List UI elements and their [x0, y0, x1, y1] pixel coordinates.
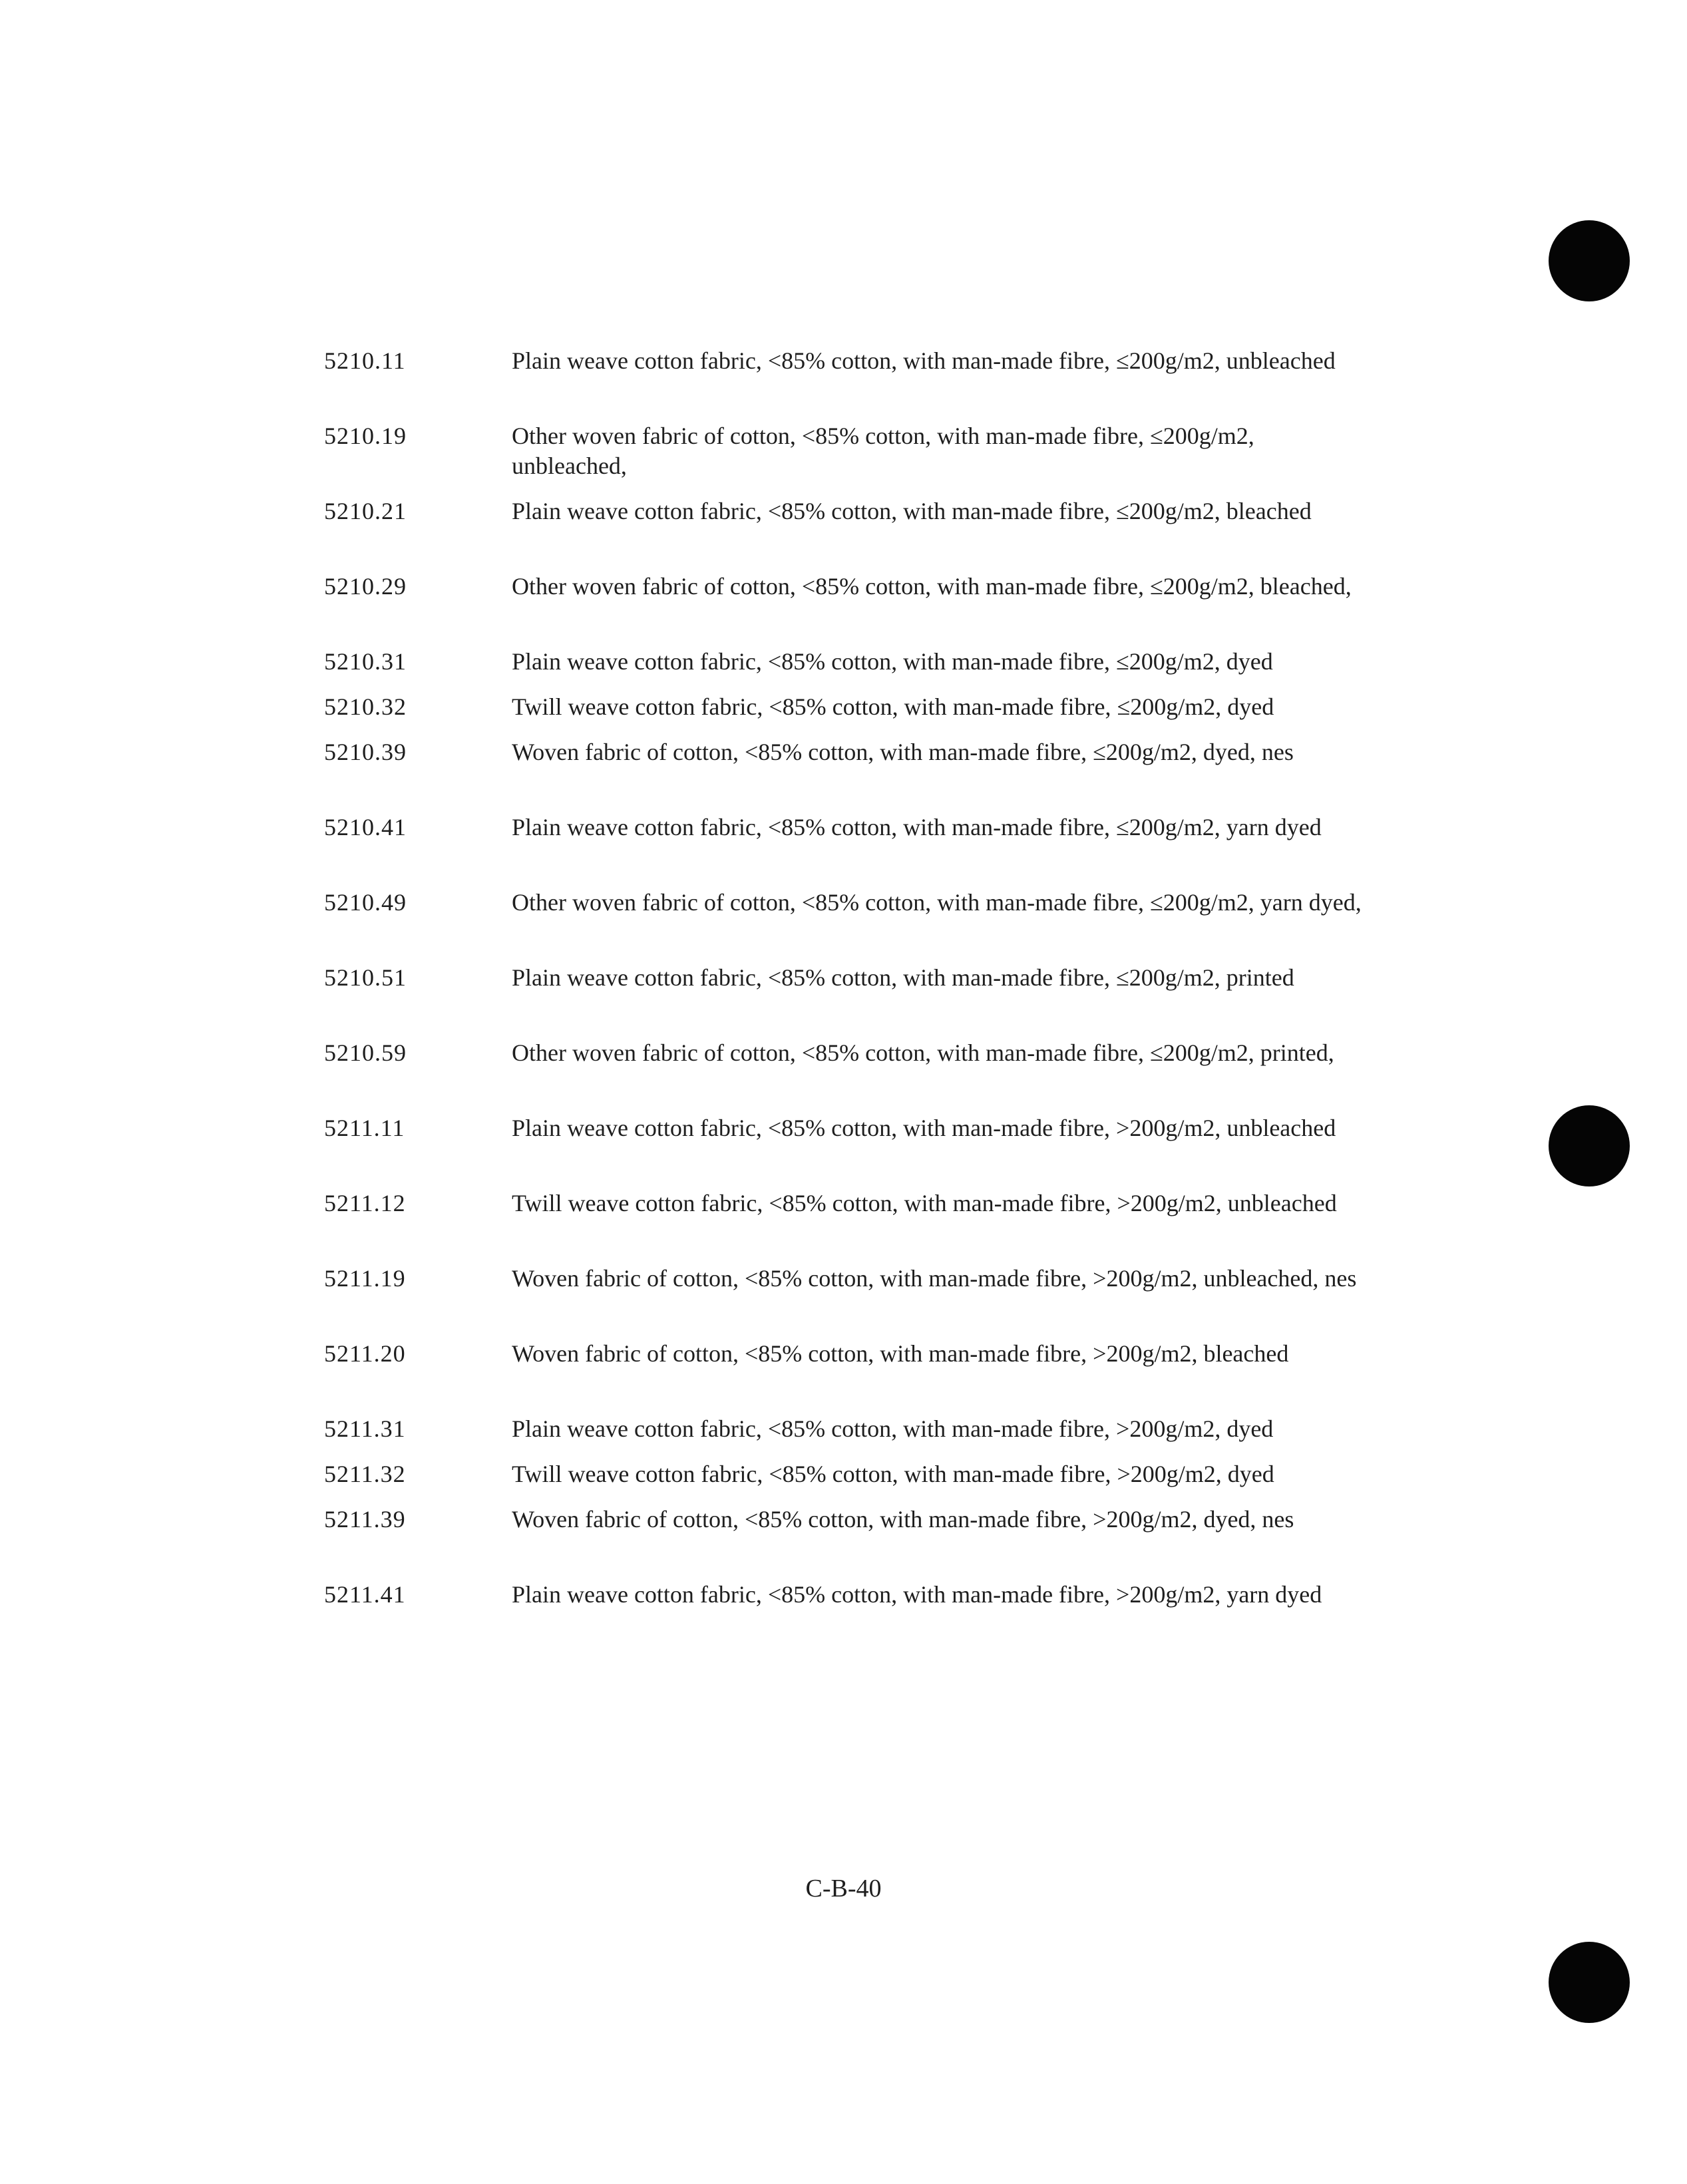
tariff-description: Woven fabric of cotton, <85% cotton, with man-made fibre, >200g/m2, dyed, nes: [512, 1506, 1294, 1533]
tariff-entry: [324, 1264, 1362, 1339]
tariff-code: 5210.32: [324, 693, 407, 720]
tariff-entry: [324, 737, 1362, 813]
tariff-description: Woven fabric of cotton, <85% cotton, with man-made fibre, >200g/m2, bleached: [512, 1340, 1289, 1367]
tariff-entry: [324, 572, 1362, 647]
tariff-code: 5210.59: [324, 1039, 407, 1066]
tariff-code: 5210.41: [324, 814, 407, 840]
tariff-code: 5211.31: [324, 1415, 406, 1442]
tariff-description: Plain weave cotton fabric, <85% cotton, with man-made fibre, ≤200g/m2, dyed: [512, 648, 1273, 675]
tariff-description: Plain weave cotton fabric, <85% cotton, with man-made fibre, ≤200g/m2, printed: [512, 964, 1294, 991]
tariff-description: Other woven fabric of cotton, <85% cotton, with man-made fibre, ≤200g/m2, yarn dyed,: [512, 889, 1362, 916]
tariff-code: 5211.12: [324, 1190, 406, 1216]
page-number: C-B-40: [805, 1875, 882, 1903]
tariff-entry: [324, 1505, 1362, 1580]
tariff-description: Woven fabric of cotton, <85% cotton, with man-made fibre, ≤200g/m2, dyed, nes: [512, 739, 1294, 765]
tariff-code: 5211.20: [324, 1340, 406, 1367]
tariff-code: 5210.21: [324, 498, 407, 524]
tariff-description: Plain weave cotton fabric, <85% cotton, with man-made fibre, >200g/m2, dyed: [512, 1415, 1274, 1442]
tariff-entry: [324, 1580, 1362, 1655]
tariff-description: Other woven fabric of cotton, <85% cotton, with man-made fibre, ≤200g/m2, unbleached,: [512, 423, 1254, 479]
tariff-description: Plain weave cotton fabric, <85% cotton, with man-made fibre, >200g/m2, yarn dyed: [512, 1581, 1322, 1608]
tariff-code: 5210.49: [324, 889, 407, 916]
tariff-entry: [324, 1113, 1362, 1188]
tariff-code: 5211.41: [324, 1581, 406, 1608]
tariff-entry: [324, 1339, 1362, 1414]
tariff-entry: [324, 813, 1362, 888]
tariff-code: 5211.11: [324, 1115, 405, 1141]
tariff-entry: [324, 496, 1362, 572]
tariff-entry: [324, 1038, 1362, 1113]
tariff-code: 5211.19: [324, 1265, 406, 1292]
tariff-description: Other woven fabric of cotton, <85% cotton, with man-made fibre, ≤200g/m2, bleached,: [512, 573, 1352, 600]
tariff-description: Plain weave cotton fabric, <85% cotton, with man-made fibre, >200g/m2, unbleached: [512, 1115, 1336, 1141]
tariff-entry: [324, 647, 1362, 692]
tariff-code: 5210.51: [324, 964, 407, 991]
tariff-description: Twill weave cotton fabric, <85% cotton, with man-made fibre, >200g/m2, unbleached: [512, 1190, 1337, 1216]
punch-hole-bottom: [1549, 1942, 1630, 2023]
tariff-code: 5210.39: [324, 739, 407, 765]
punch-hole-middle: [1549, 1105, 1630, 1186]
tariff-entry: [324, 421, 1362, 496]
tariff-code: 5210.19: [324, 423, 407, 449]
tariff-description: Plain weave cotton fabric, <85% cotton, with man-made fibre, ≤200g/m2, bleached: [512, 498, 1312, 524]
tariff-code: 5210.29: [324, 573, 407, 600]
tariff-entry: [324, 1188, 1362, 1264]
tariff-code: 5211.32: [324, 1461, 406, 1487]
tariff-description: Twill weave cotton fabric, <85% cotton, with man-made fibre, ≤200g/m2, dyed: [512, 693, 1274, 720]
tariff-code-list: [324, 346, 1362, 1655]
tariff-code: 5210.31: [324, 648, 407, 675]
tariff-code: 5210.11: [324, 347, 406, 374]
tariff-entry: [324, 888, 1362, 963]
tariff-description: Twill weave cotton fabric, <85% cotton, with man-made fibre, >200g/m2, dyed: [512, 1461, 1274, 1487]
tariff-description: Woven fabric of cotton, <85% cotton, with man-made fibre, >200g/m2, unbleached, nes: [512, 1265, 1357, 1292]
punch-hole-top: [1549, 220, 1630, 301]
tariff-entry: [324, 692, 1362, 737]
tariff-entry: [324, 346, 1362, 421]
tariff-code: 5211.39: [324, 1506, 406, 1533]
tariff-entry: [324, 1414, 1362, 1459]
tariff-description: Plain weave cotton fabric, <85% cotton, with man-made fibre, ≤200g/m2, unbleached: [512, 347, 1336, 374]
tariff-description: Plain weave cotton fabric, <85% cotton, with man-made fibre, ≤200g/m2, yarn dyed: [512, 814, 1322, 840]
tariff-entry: [324, 963, 1362, 1038]
tariff-description: Other woven fabric of cotton, <85% cotton, with man-made fibre, ≤200g/m2, printed,: [512, 1039, 1334, 1066]
tariff-entry: [324, 1459, 1362, 1505]
